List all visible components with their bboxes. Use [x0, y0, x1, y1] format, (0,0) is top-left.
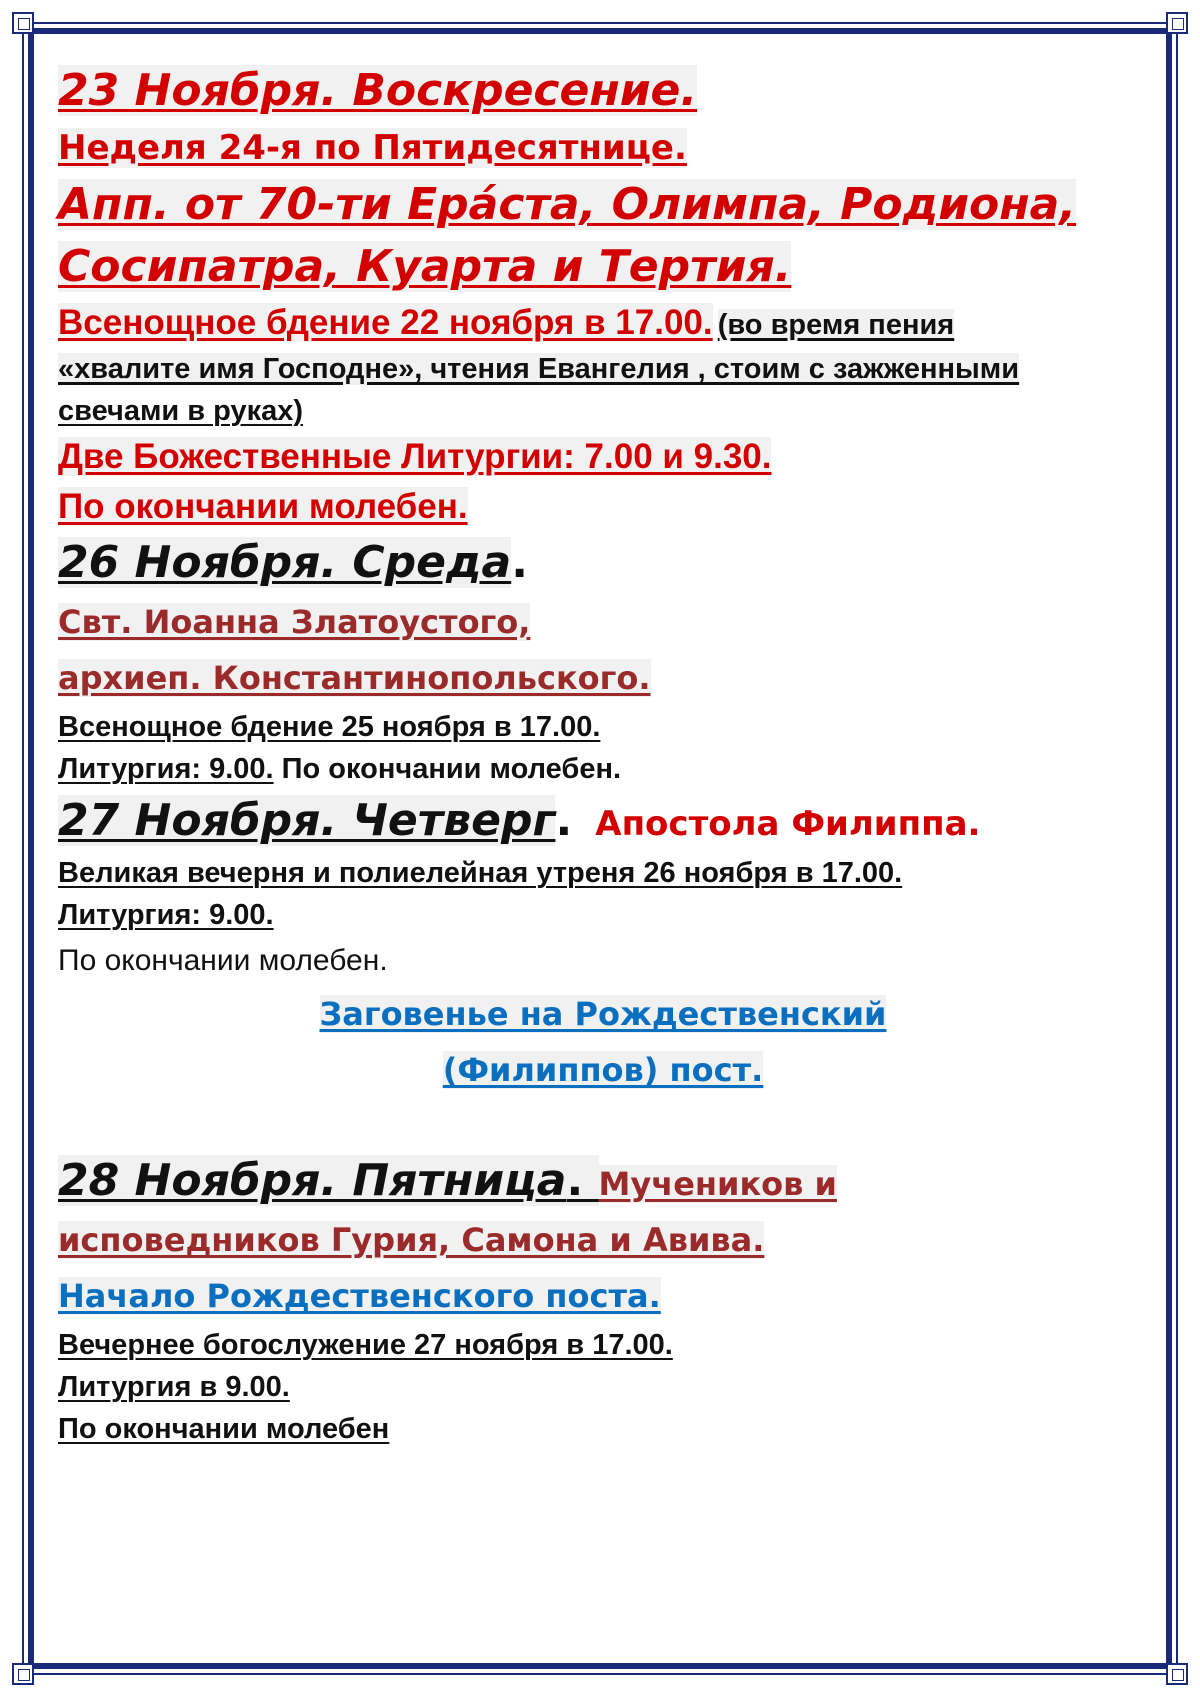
- nov23-vigil-note-2: «хвалите имя Господне», чтения Евангелия , стоим с зажженными: [58, 353, 1020, 385]
- section-nov27: [58, 790, 1148, 1098]
- nov27-fast-eve-line2: (Филиппов) пост.: [442, 1051, 764, 1089]
- nov23-liturgies: Две Божественные Литургии: 7.00 и 9.30.: [58, 437, 772, 476]
- nov28-saints-line2: исповедников Гурия, Самона и Авива.: [58, 1221, 765, 1259]
- nov28-fast-start: Начало Рождественского поста.: [58, 1277, 661, 1315]
- nov27-moleben: По окончании молебен.: [58, 944, 388, 977]
- nov26-heading: 26 Ноября. Среда: [58, 537, 512, 588]
- nov26-heading-dot: .: [511, 537, 528, 588]
- section-nov26: [58, 532, 1148, 790]
- nov26-saint-line2: архиеп. Константинопольского.: [58, 659, 651, 697]
- nov26-moleben: По окончании молебен.: [273, 753, 622, 785]
- nov26-liturgy: Литургия: 9.00.: [58, 753, 274, 785]
- nov26-vigil: Всенощное бдение 25 ноября в 17.00.: [58, 711, 601, 743]
- nov27-saint: Апостола Филиппа.: [595, 804, 981, 844]
- frame-corner-ornament: [1166, 12, 1188, 34]
- nov23-saints-line1: Апп. от 70-ти Ера́ста, Олимпа, Родиона,: [58, 179, 1077, 230]
- nov27-liturgy: Литургия: 9.00.: [58, 899, 274, 931]
- section-nov28: [58, 1150, 1148, 1450]
- nov28-vespers: Вечернее богослужение 27 ноября в 17.00.: [58, 1329, 673, 1361]
- frame-corner-ornament: [12, 1663, 34, 1685]
- nov27-heading-dot: .: [555, 795, 573, 846]
- nov27-fast-eve-line1: Заговенье на Рождественский: [319, 995, 887, 1033]
- section-nov23: [58, 60, 1148, 532]
- nov27-heading: 27 Ноября. Четверг: [58, 795, 556, 846]
- nov26-saint-line1: Свт. Иоанна Златоустого,: [58, 603, 531, 641]
- nov27-vespers: Великая вечерня и полиелейная утреня 26 ноября в 17.00.: [58, 857, 903, 889]
- nov23-vigil: Всенощное бдение 22 ноября в 17.00.: [58, 303, 713, 342]
- frame-corner-ornament: [1166, 1663, 1188, 1685]
- nov28-moleben: По окончании молебен: [58, 1413, 390, 1445]
- nov28-heading: 28 Ноября. Пятница: [58, 1155, 567, 1206]
- nov28-heading-dot: .: [566, 1155, 599, 1206]
- frame-corner-ornament: [12, 12, 34, 34]
- nov23-moleben: По окончании молебен.: [58, 487, 468, 526]
- section-spacer: [58, 1098, 1148, 1150]
- nov23-heading: 23 Ноября. Воскресение.: [58, 65, 698, 116]
- nov23-vigil-note-3: свечами в руках): [58, 395, 304, 427]
- nov28-saints-line1: Мучеников и: [598, 1165, 837, 1203]
- nov28-liturgy: Литургия в 9.00.: [58, 1371, 290, 1403]
- nov23-week: Неделя 24-я по Пятидесятнице.: [58, 128, 687, 168]
- nov23-vigil-note-1: (во время пения: [717, 309, 955, 341]
- nov23-saints-line2: Сосипатра, Куарта и Тертия.: [58, 241, 792, 292]
- schedule-content: [58, 60, 1148, 1450]
